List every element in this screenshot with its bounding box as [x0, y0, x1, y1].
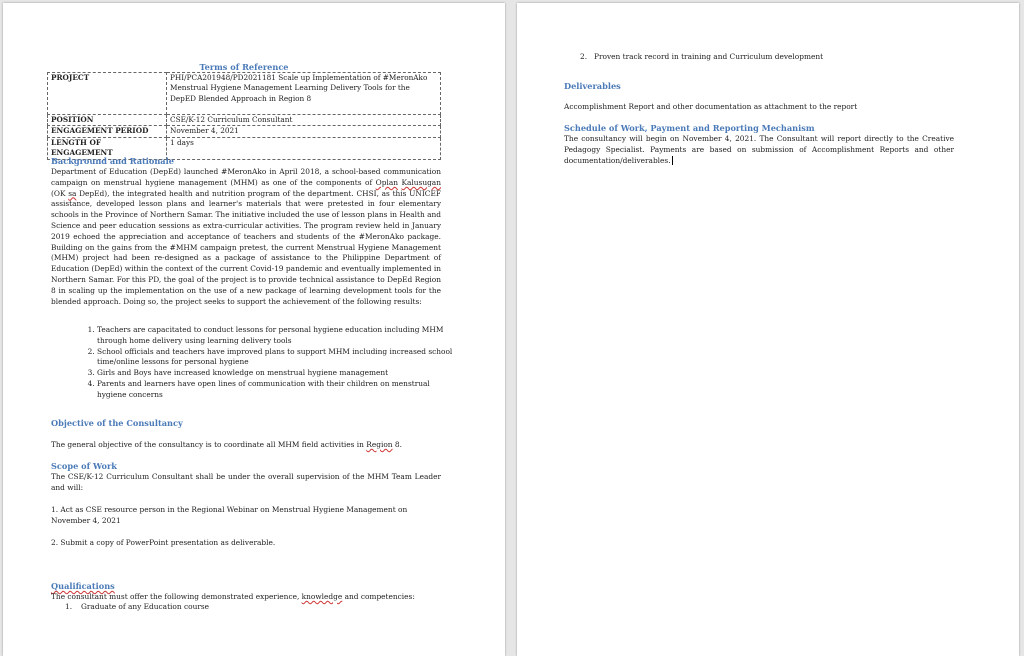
text-run: The consultant must offer the following demonstrated experience, — [51, 592, 302, 601]
table-value-length-of-engagement: 1 days — [167, 137, 441, 159]
list-item: 4. Parents and learners have open lines of communication with their children on menstrual hygiene concerns — [97, 379, 459, 401]
text-run: Department of Education (DepEd) launched #MeronAko in April 2018, a school-based communication campaign on menstrual hygiene management (MHM) as one of the components of — [51, 167, 441, 187]
spell-flagged-word: Oplan — [375, 177, 398, 187]
text-cursor — [672, 156, 673, 165]
page-title: Terms of Reference — [199, 62, 289, 72]
scope-item-2: 2. Submit a copy of PowerPoint presentation as deliverable. — [51, 538, 276, 547]
list-item: 1. Teachers are capacitated to conduct lessons for personal hygiene education including MHM through home delivery using learning delivery tools — [97, 325, 459, 347]
text-run: DepEd), the integrated health and nutrition program of the department. CHSI, as this UNICEF assistance, developed lesson plans and learner's materials that were pretested in four elementary schools in the Province of Northern Samar. The initiative included the use of lesson plans in Health and Science and peer education sessions as extra-curricular activities. The program review held in January 2019 echoed the appreciation and acceptance of teachers and students of the #MeronAko package. Building on the gains from the #MHM campaign pretest, the current Menstrual Hygiene Management (MHM) project had been re-designed as a package of assistance to the Philippine Department of Education (DepEd) within the context of the current Covid-19 pandemic and eventually implemented in Northern Samar. For this PD, the goal of the project is to provide technical assistance to DepEd Region 8 in scaling up the implementation on the use of a new package of learning development tools for the blended approach. Doing so, the project seeks to support the achievement of the following results: — [51, 188, 441, 306]
table-row — [48, 73, 441, 115]
schedule-text — [564, 134, 954, 166]
document-page-2[interactable] — [517, 3, 1019, 656]
qualification-item-2-number: 2. — [580, 52, 588, 61]
scope-heading: Scope of Work — [51, 461, 117, 471]
background-heading: Background and Rationale — [51, 156, 174, 166]
deliverables-heading: Deliverables — [564, 81, 621, 91]
spell-flagged-word: knowledge — [301, 592, 343, 601]
table-value-position: CSE/K-12 Curriculum Consultant — [167, 115, 441, 126]
table-key-engagement-period: ENGAGEMENT PERIOD — [48, 126, 167, 137]
background-paragraph — [51, 167, 441, 307]
table-value-engagement-period: November 4, 2021 — [167, 126, 441, 137]
spell-flagged-word: Region — [366, 440, 393, 449]
qualification-item-1-number: 1. — [65, 602, 73, 611]
scope-text: The CSE/K-12 Curriculum Consultant shall be under the overall supervision of the MHM Team Leader and will: — [51, 472, 441, 492]
list-item: 3. Girls and Boys have increased knowledge on menstrual hygiene management — [97, 368, 459, 379]
scope-item-1: 1. Act as CSE resource person in the Regional Webinar on Menstrual Hygiene Management on November 4, 2021 — [51, 505, 408, 525]
terms-table — [47, 72, 441, 160]
table-key-length-of-engagement: LENGTH OF ENGAGEMENT — [48, 137, 167, 159]
table-key-position: POSITION — [48, 115, 167, 126]
text-run: (OK — [51, 188, 69, 198]
spell-flagged-word: Kalusugan — [401, 177, 441, 187]
qualification-item-2: Proven track record in training and Curriculum development — [594, 52, 824, 61]
deliverables-text: Accomplishment Report and other documentation as attachment to the report — [564, 102, 858, 111]
spell-flagged-word: sa — [68, 188, 77, 198]
list-item: 2. School officials and teachers have improved plans to support MHM including increased school time/online lessons for personal hygiene — [97, 347, 459, 369]
table-value-project: PHI/PCA201948/PD2021181 Scale up Implementation of #MeronAko Menstrual Hygiene Management Learning Delivery Tools for the DepED Blended Approach in Region 8 — [167, 73, 441, 115]
qualifications-heading: Qualifications — [51, 581, 115, 591]
results-list — [83, 325, 459, 401]
table-row — [48, 115, 441, 126]
text-run: The consultancy will begin on November 4, 2021. The Consultant will report directly to the Creative Pedagogy Specialist. Payments are based on submission of Accomplishment Reports and other documentation/deliverables. — [564, 134, 954, 165]
text-run: 8. — [392, 440, 402, 449]
objective-text — [51, 440, 441, 451]
text-run: and competencies: — [342, 592, 415, 601]
document-page-1[interactable] — [3, 3, 505, 656]
table-row — [48, 126, 441, 137]
table-key-project: PROJECT — [48, 73, 167, 115]
text-run: The general objective of the consultancy is to coordinate all MHM field activities in — [51, 440, 367, 449]
qualification-item-1: Graduate of any Education course — [81, 602, 210, 611]
schedule-heading: Schedule of Work, Payment and Reporting Mechanism — [564, 123, 815, 133]
objective-heading: Objective of the Consultancy — [51, 418, 183, 428]
